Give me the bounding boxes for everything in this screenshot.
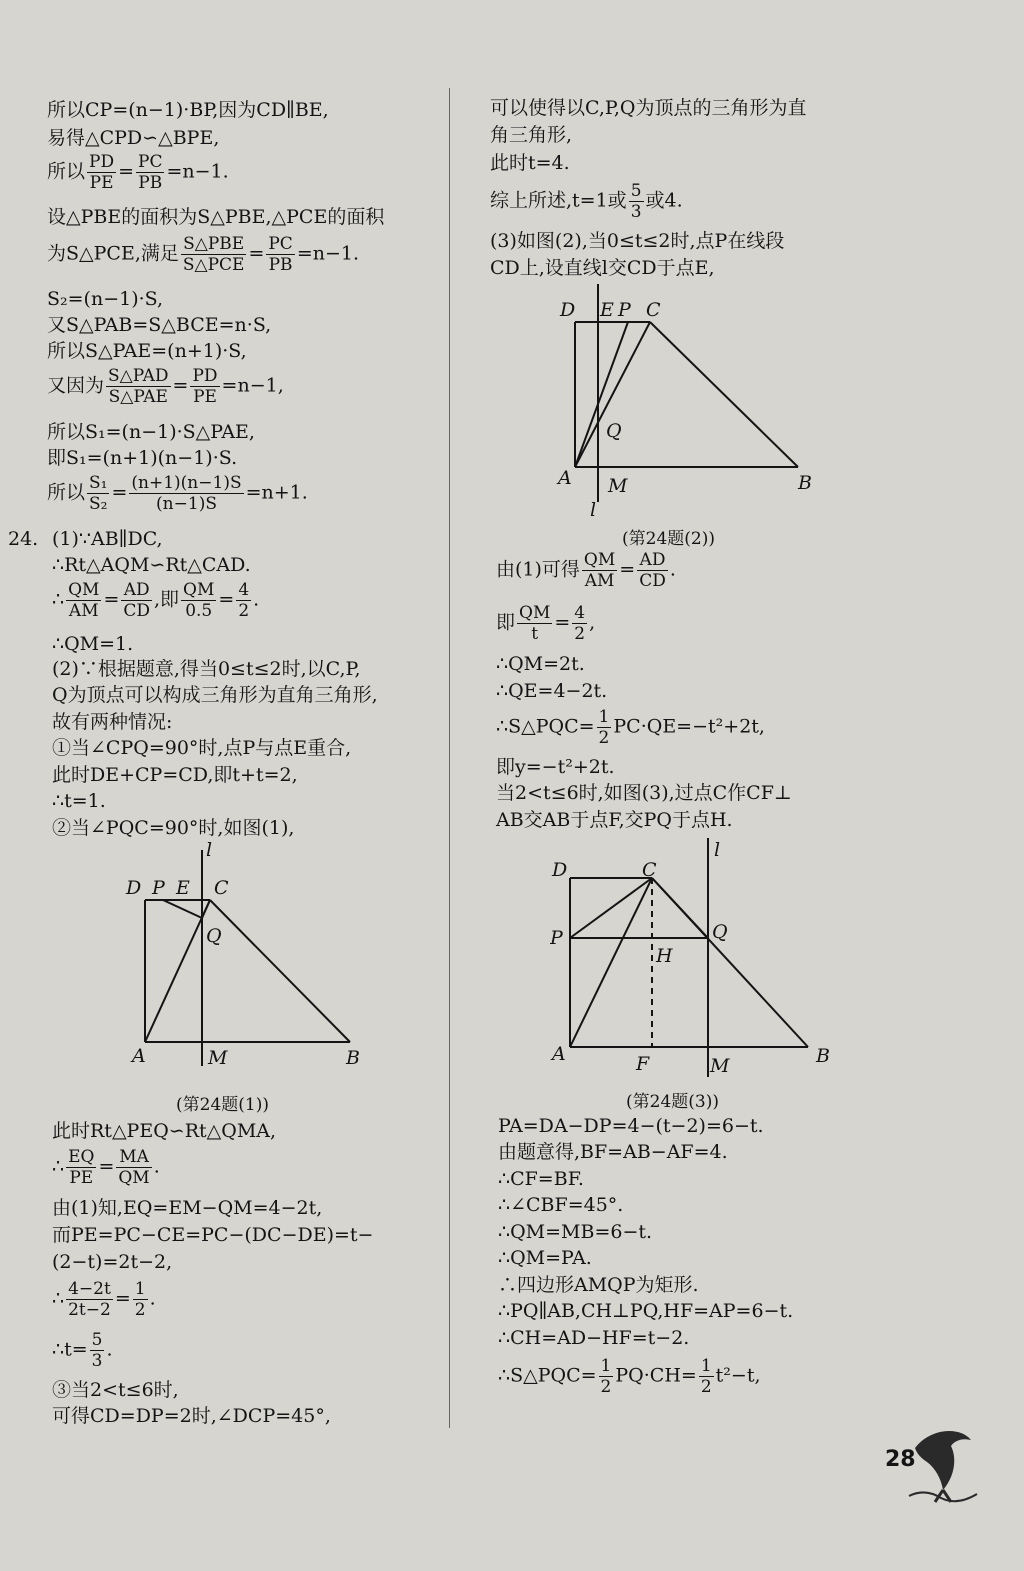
fraction [699,1356,714,1397]
numerator: (n+1)(n−1)S [131,473,242,493]
label-M: M [710,1055,730,1077]
text-line: 所以S₁=(n−1)·S△PAE, [47,421,255,443]
left-column [0,0,450,1571]
label-B: B [816,1045,830,1067]
numerator: AD [121,580,152,601]
numerator: AD [637,550,668,571]
text: ∴ [52,588,65,611]
numerator: QM [68,580,100,600]
text-line: ∴QM=PA. [498,1247,592,1269]
text: = [172,374,189,397]
text-line: 可以使得以C,P,Q为顶点的三角形为直 [490,97,807,119]
text: PQ·CH= [615,1364,697,1387]
fraction [116,1147,151,1188]
text-line: 此时DE+CP=CD,即t+t=2, [52,764,298,786]
label-Q: Q [606,420,622,442]
text: =n−1. [166,160,229,183]
fraction [582,550,617,591]
text-line: ∴PQ∥AB,CH⊥PQ,HF=AP=6−t. [498,1300,794,1322]
label-D: D [552,859,568,881]
right-column [450,0,1024,1571]
text: 由(1)可得 [496,558,580,581]
text-line: 即S₁=(n+1)(n−1)·S. [47,447,238,469]
text-line: ∴∠CBF=45°. [498,1194,624,1216]
segment-PQ [163,900,202,918]
fraction [66,1279,113,1320]
denominator: AM [68,601,99,621]
label-M: M [608,475,628,497]
denominator: CD [639,571,666,591]
label-P: P [618,299,631,321]
text-line: 角三角形, [490,124,573,146]
segment-QC [202,900,210,918]
text: = [114,1287,131,1310]
text: =n+1. [245,481,308,504]
numerator: QM [519,603,551,623]
fraction [87,152,116,193]
figure-24-1 [110,838,390,1078]
text-line: ②当∠PQC=90°时,如图(1), [52,817,295,839]
fraction [181,234,247,275]
fraction [66,580,101,621]
text: = [619,558,636,581]
formula-line [47,473,308,514]
fraction [637,550,668,591]
label-D: D [126,877,142,899]
text-line: ∴QM=1. [52,633,134,655]
text-line: ∴t=1. [52,790,106,812]
text: ∴t= [52,1338,88,1361]
text-line: ∴四边形AMQP为矩形. [498,1274,699,1296]
numerator: MA [116,1147,151,1168]
text-line: ∴CF=BF. [498,1168,584,1190]
numerator: 5 [91,1330,103,1350]
numerator: 1 [600,1356,612,1376]
text: , [589,611,596,634]
formula-line [47,152,229,193]
text-line: (2)∵根据题意,得当0≤t≤2时,以C,P, [52,658,361,680]
label-l: l [590,499,597,520]
fraction [599,1356,614,1397]
text: =n−1, [221,374,284,397]
figure-caption: (第24题(2)) [622,529,715,549]
segment-PC [570,878,652,938]
formula-line [52,1279,156,1320]
denominator: 2 [600,1377,612,1397]
text: 综上所述,t=1或 [490,189,627,212]
label-B: B [346,1047,360,1069]
fraction [597,707,612,748]
denominator: 3 [630,202,642,222]
numerator: 1 [598,707,610,727]
text: 或4. [645,189,683,212]
fraction [133,1279,148,1320]
denominator: 3 [91,1351,103,1371]
fraction [106,366,171,407]
text-line: ∴Rt△AQM∽Rt△CAD. [52,554,251,576]
fraction [90,1330,105,1371]
text-line: 故有两种情况: [52,711,173,733]
denominator: S△PCE [182,255,245,275]
figure-24-2 [550,280,830,520]
formula-line [47,366,284,407]
fraction [121,580,152,621]
label-l: l [206,839,213,861]
text: . [669,558,676,581]
text: ,即 [154,588,180,611]
text: 所以 [47,481,86,504]
formula-line [496,603,595,644]
text: 又因为 [47,374,105,397]
denominator: 2t−2 [68,1300,111,1320]
denominator: QM [118,1168,150,1188]
label-P: P [550,927,563,949]
text-line: 即y=−t²+2t. [496,756,615,778]
text-line: ∴QM=2t. [496,653,585,675]
segment-AC [575,322,650,467]
text: 即 [496,611,516,634]
label-E: E [600,299,614,321]
text: ∴ [52,1155,65,1178]
text-line: 当2<t≤6时,如图(3),过点C作CF⊥ [496,782,792,804]
formula-line [490,181,683,222]
denominator: 2 [598,728,610,748]
text-line: (3)如图(2),当0≤t≤2时,点P在线段 [490,230,785,252]
text-line: 此时t=4. [490,152,570,174]
label-M: M [208,1047,228,1069]
denominator: 2 [134,1300,146,1320]
denominator: 0.5 [185,601,213,621]
text-line: 又S△PAB=S△BCE=n·S, [47,314,272,336]
fraction [129,473,243,514]
formula-line [496,550,676,591]
label-B: B [798,472,812,494]
text: = [218,588,235,611]
label-E: E [176,877,190,899]
text-line: 此时Rt△PEQ∽Rt△QMA, [52,1120,277,1142]
segment-CQ [652,878,708,938]
denominator: CD [123,601,150,621]
text: = [98,1155,115,1178]
numerator: QM [183,580,215,600]
label-Q: Q [206,925,222,947]
numerator: 5 [630,181,642,201]
text-line: 易得△CPD∽△BPE, [47,127,220,149]
figure-24-3 [550,832,850,1082]
denominator: S₂ [89,494,108,514]
figure-caption: (第24题(3)) [626,1092,719,1112]
denominator: S△PAE [108,387,168,407]
text: ∴S△PQC= [496,715,595,738]
text: = [554,611,571,634]
text-line: ①当∠CPQ=90°时,点P与点E重合, [52,737,352,759]
fraction [66,1147,96,1188]
formula-line [52,1330,113,1371]
fraction [136,152,164,193]
formula-line [52,580,259,621]
numerator: PD [89,152,115,172]
segment-AP [575,322,628,467]
numerator: QM [583,550,616,570]
numerator: S△PAD [108,366,169,386]
segment-AC [570,878,652,1047]
denominator: 2 [574,624,586,644]
formula-line [498,1356,761,1397]
text-line: 所以S△PAE=(n+1)·S, [47,340,247,362]
numerator: EQ [68,1147,95,1167]
numerator: PD [192,366,218,386]
text: ∴S△PQC= [498,1364,597,1387]
denominator: 2 [700,1377,712,1397]
text: ∴ [52,1287,65,1310]
text-line: PA=DA−DP=4−(t−2)=6−t. [498,1115,764,1137]
denominator: PB [268,255,293,275]
text-line: ∴QE=4−2t. [496,680,608,702]
text: 为S△PCE,满足 [47,242,179,265]
text: =n−1. [296,242,360,265]
text-line: 而PE=PC−CE=PC−(DC−DE)=t− [52,1224,374,1246]
numerator: 1 [700,1356,712,1376]
numerator: S₁ [89,473,108,493]
text: PC·QE=−t²+2t, [613,715,765,738]
formula-line [47,234,359,275]
denominator: PE [193,387,217,407]
formula-line [52,1147,160,1188]
label-A: A [552,1043,566,1065]
text: . [149,1287,156,1310]
denominator: 2 [238,601,250,621]
formula-line [496,707,765,748]
label-C: C [646,299,661,321]
fraction [629,181,644,222]
label-F: F [636,1053,650,1075]
text-line: ③当2<t≤6时, [52,1379,179,1401]
text-line: S₂=(n−1)·S, [47,288,164,310]
label-D: D [560,299,576,321]
text-line: 设△PBE的面积为S△PBE,△PCE的面积 [47,206,385,228]
text: = [118,160,135,183]
label-l: l [714,839,721,861]
text: . [253,588,260,611]
fraction [266,234,294,275]
label-C: C [214,877,229,899]
numerator: PC [138,152,163,172]
label-Q: Q [712,921,728,943]
denominator: AM [584,571,615,591]
text: = [103,588,120,611]
label-A: A [558,467,572,489]
text-line: (2−t)=2t−2, [52,1251,173,1273]
segment-AC [145,900,210,1042]
question-number: 24. [8,528,39,550]
text-line: 由(1)知,EQ=EM−QM=4−2t, [52,1197,323,1219]
segment-CB [210,900,350,1042]
fraction [190,366,219,407]
text: t²−t, [715,1364,761,1387]
text: 所以 [47,160,86,183]
fraction [572,603,587,644]
text: . [106,1338,113,1361]
text-line: ∴CH=AD−HF=t−2. [498,1327,690,1349]
label-C: C [642,859,657,881]
numerator: 4 [574,603,586,623]
text-line: (1)∵AB∥DC, [52,528,163,550]
figure-caption: (第24题(1)) [176,1095,269,1115]
denominator: PB [138,173,163,193]
label-P: P [152,877,165,899]
denominator: (n−1)S [156,494,217,514]
text-line: CD上,设直线l交CD于点E, [490,257,715,279]
fraction [87,473,109,514]
segment-CB [650,322,798,467]
text-line: Q为顶点可以构成三角形为直角三角形, [52,684,378,706]
fraction [181,580,216,621]
text: = [111,481,128,504]
denominator: t [531,624,539,644]
text-line: 所以CP=(n−1)·BP,因为CD∥BE, [47,99,329,121]
numerator: 4 [238,580,250,600]
text: = [248,242,265,265]
page-number: 28 [885,1447,916,1472]
numerator: 4−2t [68,1279,111,1299]
fraction [236,580,251,621]
dolphin-logo-icon [905,1418,985,1508]
text-line: 由题意得,BF=AB−AF=4. [498,1141,728,1163]
label-A: A [132,1045,146,1067]
numerator: S△PBE [181,234,247,255]
text-line: AB交AB于点F,交PQ于点H. [496,809,733,831]
numerator: 1 [134,1279,146,1299]
numerator: PC [268,234,293,254]
text-line: 可得CD=DP=2时,∠DCP=45°, [52,1405,331,1427]
denominator: PE [69,1168,94,1188]
fraction [517,603,552,644]
text-line: ∴QM=MB=6−t. [498,1221,653,1243]
denominator: PE [89,173,114,193]
label-H: H [656,945,673,967]
text: . [153,1155,160,1178]
